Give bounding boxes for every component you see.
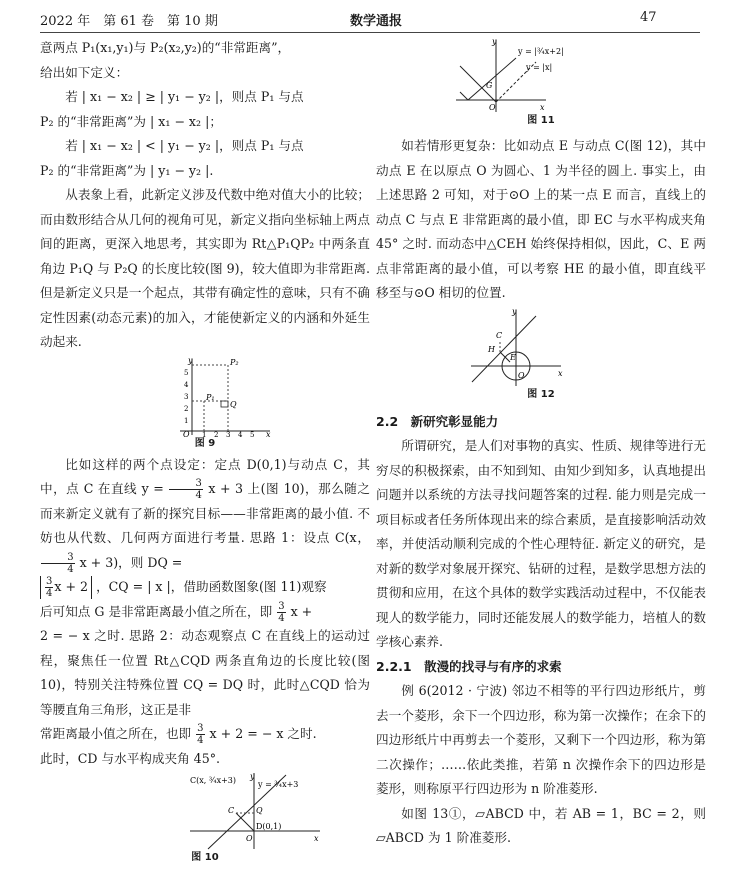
denominator: 4 bbox=[278, 612, 285, 624]
text-run: x + 3)，则 DQ = bbox=[79, 554, 183, 570]
x-tick: 1 bbox=[202, 430, 207, 437]
figure-9-graph bbox=[40, 355, 370, 437]
absolute-value bbox=[40, 576, 92, 599]
origin-label: O bbox=[518, 370, 525, 380]
denominator: 4 bbox=[46, 588, 53, 599]
origin-label: O bbox=[183, 429, 190, 437]
origin-label: O bbox=[246, 834, 253, 843]
numerator: 3 bbox=[197, 723, 204, 734]
y-axis-label: y bbox=[492, 37, 497, 46]
paragraph: 若 | x₁ − x₂ | < | y₁ − y₂ |，则点 P₁ 与点 bbox=[65, 138, 304, 153]
section-heading: 2.2 新研究彰显能力 bbox=[376, 413, 499, 429]
figure-11-caption: 图 11 bbox=[527, 115, 555, 126]
paragraph: 如若情形更复杂：比如动点 E 与动点 C(图 12)，其中动点 E 在以原点 O 为圆心、1 为半径的圆上. 事实上，由上述思路 2 可知，对于⊙O 上的某一点 E 而言，直线上的动点 C 与点 E 非常距离的最小值，即 EC 与水平构成夹角 45° 之时. 而动态中△CEH 始终保持相似，因此，C、E 两点非常距离的最小值，可以考察 HE 的最小值，即直线平移至与⊙O 相切的位置. bbox=[376, 138, 706, 300]
fraction bbox=[41, 552, 75, 575]
point-c-label: C bbox=[496, 330, 503, 340]
figure-12 bbox=[376, 306, 706, 388]
left-column bbox=[40, 36, 370, 865]
page-header bbox=[40, 6, 700, 33]
text-run: x + 3 上(图 10)，那么随之而来新定义就有了新的探究目标——非常距离的最小值. 不妨也从代数、几何两方面进行考量. 思路 1：设点 C(x， bbox=[40, 481, 370, 545]
numerator: 3 bbox=[41, 552, 75, 564]
paragraph: 给出如下定义： bbox=[40, 64, 129, 80]
y-axis-label: y bbox=[188, 355, 193, 365]
x-axis-label: x bbox=[540, 103, 545, 112]
right-column bbox=[376, 36, 706, 851]
x-axis-label: x bbox=[314, 834, 319, 843]
y-tick: 4 bbox=[184, 380, 189, 389]
page-number: 47 bbox=[640, 10, 657, 25]
paragraph bbox=[40, 453, 370, 576]
x-axis-label: x bbox=[558, 368, 563, 378]
denominator: 4 bbox=[67, 563, 74, 575]
journal-title: 数学通报 bbox=[350, 14, 403, 29]
figure-10-caption: 图 10 bbox=[191, 852, 219, 863]
paragraph: 例 6(2012 · 宁波) 邻边不相等的平行四边形纸片，剪去一个菱形，余下一个四边形，称为第一次操作；在余下的四边形纸片中再剪去一个菱形，又剩下一个四边形，称为第二次操作；……依此类推，若第 n 次操作余下的四边形是菱形，则称原平行四边形为 n 阶准菱形. bbox=[376, 683, 706, 796]
journal-issue: 2022 年 第 61 卷 第 10 期 bbox=[40, 14, 218, 29]
x-tick: 4 bbox=[238, 430, 243, 437]
paragraph bbox=[40, 722, 370, 747]
text-run: x + bbox=[290, 603, 313, 619]
line-equation-label: y = ¾x+3 bbox=[258, 780, 299, 789]
point-e-label: E bbox=[510, 352, 516, 362]
function-label-2: y = |x| bbox=[526, 63, 553, 72]
paragraph: 意两点 P₁(x₁,y₁)与 P₂(x₂,y₂)的“非常距离”， bbox=[40, 40, 291, 55]
fraction bbox=[277, 601, 285, 624]
fraction bbox=[169, 478, 203, 501]
point-p1-label: P₁ bbox=[206, 392, 215, 402]
text-run: ，CQ = | x |，借助函数图象(图 11)观察 bbox=[96, 579, 327, 594]
x-tick: 3 bbox=[226, 430, 231, 437]
point-d-label: D(0,1) bbox=[256, 822, 282, 831]
paragraph: 此时，CD 与水平构成夹角 45°. bbox=[40, 750, 221, 766]
figure-9-caption: 图 9 bbox=[194, 437, 216, 449]
figure-11 bbox=[376, 36, 706, 114]
y-ticks bbox=[184, 369, 189, 425]
text-run: 后可知点 G 是非常距离最小值之所在，即 bbox=[40, 603, 273, 619]
paragraph: 所谓研究，是人们对事物的真实、性质、规律等进行无穷尽的积极探索，由不知到知、由知少到知多，认真地提出问题并以系统的方法寻找问题答案的过程. 能力则是完成一项目标或者任务所体现出来的综合素质，是直接影响活动效率，并使活动顺利完成的个性心理特征. 新定义的研究，是对新的数学对象展开探究、钻研的过程，是数学思想方法的贯彻和应用，在这个具体的数学实践活动过程中，不仅能表现人的数学能力，同时还能发展人的数学能力，培植人的数学核心素养. bbox=[376, 438, 706, 649]
fraction bbox=[196, 723, 204, 746]
denominator: 4 bbox=[197, 735, 204, 746]
numerator: 3 bbox=[46, 576, 53, 587]
paragraph: P₂ 的“非常距离”为 | y₁ − y₂ |. bbox=[40, 162, 214, 178]
point-q-label: Q bbox=[256, 806, 263, 815]
fraction bbox=[45, 576, 53, 599]
x-tick: 5 bbox=[250, 430, 255, 437]
figure-12-graph bbox=[376, 306, 706, 388]
figure-11-graph bbox=[376, 36, 706, 114]
numerator: 3 bbox=[169, 478, 203, 490]
paragraph: 如图 13①，▱ABCD 中，若 AB = 1，BC = 2，则▱ABCD 为 1 阶准菱形. bbox=[376, 805, 706, 845]
paragraph: 2 = − x 之时. 思路 2：动态观察点 C 在直线上的运动过程，聚焦任一位置 Rt△CQD 两条直角边的长度比较(图 10)，特别关注特殊位置 CQ = DQ 时，此时△CQD 恰为等腰直角三角形，这正是非 bbox=[40, 628, 370, 717]
text-run: 常距离最小值之所在，也即 bbox=[40, 726, 192, 741]
denominator: 4 bbox=[195, 490, 202, 501]
point-p2-label: P₂ bbox=[230, 357, 239, 367]
paragraph: P₂ 的“非常距离”为 | x₁ − x₂ |； bbox=[40, 113, 222, 129]
subsection-heading: 2.2.1 散漫的找寻与有序的求索 bbox=[376, 658, 562, 674]
text-run: x + 2 bbox=[54, 579, 89, 594]
point-h-label: H bbox=[488, 344, 495, 354]
point-c-coord-label: C(x, ¾x+3) bbox=[190, 776, 237, 785]
x-axis-label: x bbox=[266, 429, 271, 437]
numerator: 3 bbox=[278, 600, 285, 612]
y-tick: 3 bbox=[184, 392, 189, 401]
origin-label: O bbox=[489, 103, 496, 112]
figure-10-graph bbox=[40, 771, 370, 851]
y-tick: 2 bbox=[184, 404, 189, 413]
y-tick: 1 bbox=[184, 416, 189, 425]
y-axis-label: y bbox=[512, 306, 517, 316]
point-q-label: Q bbox=[230, 399, 237, 409]
point-c-label: C bbox=[228, 806, 235, 815]
figure-9 bbox=[40, 355, 370, 437]
text-run: 比如这样的两个点设定：定点 D(0,1)与动点 C，其中，点 C 在直线 y = bbox=[40, 456, 370, 496]
x-ticks bbox=[202, 431, 254, 437]
function-label-1: y = |¾x+2| bbox=[518, 47, 564, 56]
paragraph bbox=[40, 575, 370, 600]
point-g-label: G bbox=[486, 81, 493, 90]
figure-10 bbox=[40, 771, 370, 851]
text-run: x + 2 = − x 之时. bbox=[209, 726, 317, 741]
y-tick: 5 bbox=[184, 368, 189, 377]
y-axis-label: y bbox=[250, 772, 255, 781]
x-tick: 2 bbox=[214, 430, 219, 437]
paragraph: 从表象上看，此新定义涉及代数中绝对值大小的比较；而由数形结合从几何的视角可见，新定义指向坐标轴上两点间的距离，更深入地思考，其实即为 Rt△P₁QP₂ 中两条直角边 P₁Q 与 P₂Q 的长度比较(图 9)，较大值即为非常距离. 但是新定义只是一个起点，其带有确定性的意味，只有不确定性因素(动态元素)的加入，才能使新定义的内涵和外延生动起来. bbox=[40, 187, 370, 349]
paragraph: 若 | x₁ − x₂ | ≥ | y₁ − y₂ |，则点 P₁ 与点 bbox=[65, 89, 304, 104]
paragraph bbox=[40, 600, 370, 625]
figure-12-caption: 图 12 bbox=[527, 388, 555, 400]
